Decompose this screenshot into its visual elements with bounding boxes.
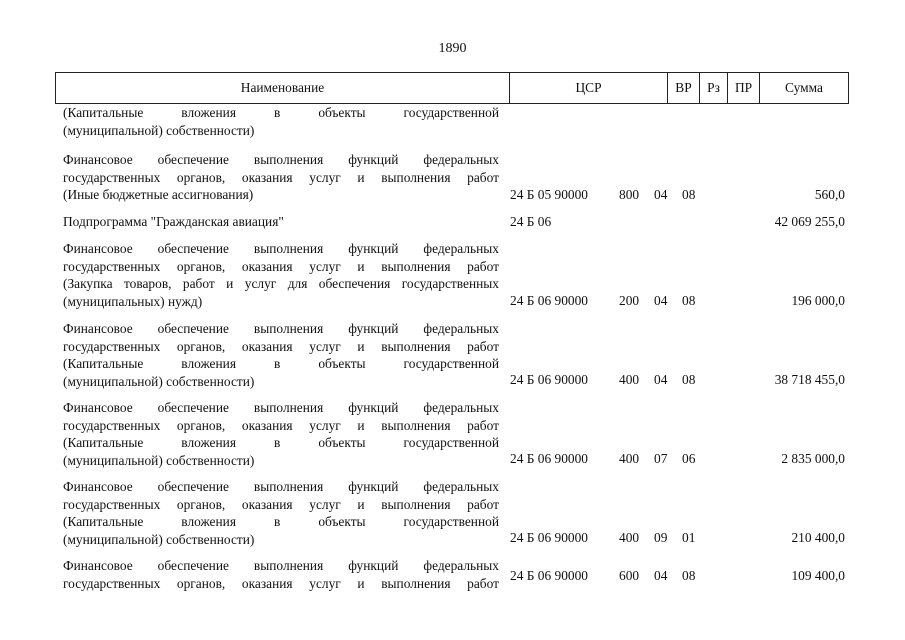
row-csr: 24 Б 06 90000 xyxy=(510,293,588,308)
row-sum: 560,0 xyxy=(814,187,845,202)
row-name-line: государственных органов, оказания услуг и выполнения работ xyxy=(63,496,499,512)
row-name-line: государственных органов, оказания услуг и выполнения работ xyxy=(63,575,499,591)
row-name xyxy=(63,213,499,231)
row-name-line: Подпрограмма "Гражданская авиация" xyxy=(63,214,284,229)
row-name-line: государственных органов, оказания услуг и выполнения работ xyxy=(63,338,499,354)
row-name xyxy=(63,320,499,390)
row-vr: 800 xyxy=(619,187,640,202)
row-name-line: (муниципальных) нужд) xyxy=(63,293,203,309)
row-name-line: Финансовое обеспечение выполнения функций федеральных xyxy=(63,558,499,573)
row-pr: 08 xyxy=(682,187,696,202)
row-name-line: Финансовое обеспечение выполнения функций федеральных xyxy=(63,241,499,256)
row-name-line: Финансовое обеспечение выполнения функций федеральных xyxy=(63,321,499,336)
row-name-line: (Иные бюджетные ассигнования) xyxy=(63,187,254,203)
row-sum: 196 000,0 xyxy=(791,293,845,308)
row-name-line: Финансовое обеспечение выполнения функций федеральных xyxy=(63,479,499,494)
row-sum: 2 835 000,0 xyxy=(781,451,845,466)
row-name-line: государственных органов, оказания услуг и выполнения работ xyxy=(63,258,499,274)
row-name xyxy=(63,240,499,310)
row-rz: 04 xyxy=(654,293,668,308)
row-name-line: (Капитальные вложения в объекты государственной xyxy=(63,514,499,530)
row-name-line: (муниципальной) собственности) xyxy=(63,452,255,468)
row-name-line: государственных органов, оказания услуг и выполнения работ xyxy=(63,169,499,185)
row-name xyxy=(63,557,499,592)
row-name-line: (муниципальной) собственности) xyxy=(63,531,255,547)
row-pr: 08 xyxy=(682,568,696,583)
header-rz: Рз xyxy=(707,80,720,95)
row-csr: 24 Б 06 90000 xyxy=(510,530,588,545)
row-csr: 24 Б 06 xyxy=(510,214,552,229)
table-header xyxy=(55,72,849,104)
row-name-line: государственных органов, оказания услуг и выполнения работ xyxy=(63,417,499,433)
row-sum: 210 400,0 xyxy=(791,530,845,545)
row-name-line: (Капитальные вложения в объекты государственной xyxy=(63,435,499,451)
row-rz: 04 xyxy=(654,568,668,583)
row-csr: 24 Б 05 90000 xyxy=(510,187,588,202)
row-name-line: (Капитальные вложения в объекты государственной xyxy=(63,105,499,120)
row-pr: 08 xyxy=(682,372,696,387)
row-name-line: (Капитальные вложения в объекты государственной xyxy=(63,356,499,372)
row-rz: 04 xyxy=(654,187,668,202)
page-number: 1890 xyxy=(438,41,467,56)
row-csr: 24 Б 06 90000 xyxy=(510,568,588,583)
row-name-line: (Закупка товаров, работ и услуг для обеспечения государственных xyxy=(63,276,499,292)
row-name xyxy=(63,399,499,469)
row-vr: 600 xyxy=(619,568,640,583)
row-sum: 38 718 455,0 xyxy=(774,372,845,387)
row-name xyxy=(63,104,499,139)
row-name-line: (муниципальной) собственности) xyxy=(63,373,255,389)
row-sum: 42 069 255,0 xyxy=(774,214,845,229)
row-rz: 04 xyxy=(654,372,668,387)
row-name xyxy=(63,151,499,204)
row-name-line: Финансовое обеспечение выполнения функций федеральных xyxy=(63,152,499,167)
row-name xyxy=(63,478,499,548)
header-vr: ВР xyxy=(675,80,692,95)
row-name-line: (муниципальной) собственности) xyxy=(63,122,255,138)
row-pr: 06 xyxy=(682,451,696,466)
header-sum: Сумма xyxy=(785,80,823,95)
row-pr: 08 xyxy=(682,293,696,308)
row-rz: 09 xyxy=(654,530,668,545)
row-vr: 400 xyxy=(619,530,640,545)
row-pr: 01 xyxy=(682,530,696,545)
row-vr: 400 xyxy=(619,372,640,387)
row-name-line: Финансовое обеспечение выполнения функций федеральных xyxy=(63,400,499,415)
header-name: Наименование xyxy=(240,80,325,95)
row-sum: 109 400,0 xyxy=(791,568,845,583)
row-vr: 400 xyxy=(619,451,640,466)
row-rz: 07 xyxy=(654,451,668,466)
row-csr: 24 Б 06 90000 xyxy=(510,451,588,466)
header-csr: ЦСР xyxy=(575,80,602,95)
header-pr: ПР xyxy=(734,80,753,95)
row-vr: 200 xyxy=(619,293,640,308)
row-csr: 24 Б 06 90000 xyxy=(510,372,588,387)
